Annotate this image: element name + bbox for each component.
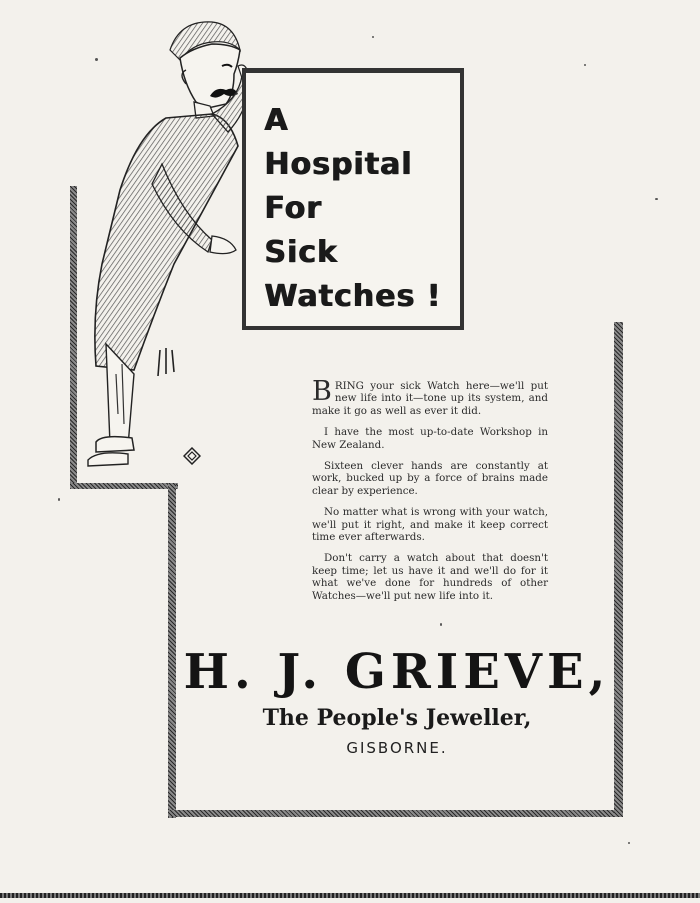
body-paragraph-text: RING your sick Watch here—we'll put new life into it—tone up its system, and make it go as well as ever it did. xyxy=(312,380,548,417)
paper-speck xyxy=(628,842,630,844)
sign-line: Sick xyxy=(264,235,338,270)
paper-speck xyxy=(440,623,442,626)
gentleman-illustration xyxy=(62,14,267,476)
body-paragraph xyxy=(312,376,548,417)
border-upper-rule xyxy=(70,483,178,489)
sign-line: Watches ! xyxy=(264,279,442,314)
paper-speck xyxy=(58,498,60,501)
sign-line: A xyxy=(264,103,289,138)
paper-speck xyxy=(584,64,586,66)
business-tagline: The People's Jeweller, xyxy=(262,705,532,731)
border-right xyxy=(614,322,623,817)
body-paragraph: Don't carry a watch about that doesn't keep time; let us have it and we'll do for it what we've done for hundreds of other Watches—we'll put new life into it. xyxy=(312,552,548,602)
body-paragraph: No matter what is wrong with your watch, we'll put it right, and make it keep correct time ever afterwards. xyxy=(312,506,548,544)
diamond-ornament-icon xyxy=(183,447,201,465)
hospital-sign xyxy=(242,68,464,330)
business-name: H. J. GRIEVE, xyxy=(183,644,611,700)
drop-cap: B xyxy=(312,376,332,407)
ad-body-copy xyxy=(312,376,548,611)
paper-speck xyxy=(372,36,374,38)
sign-line: Hospital xyxy=(264,147,413,182)
border-bottom xyxy=(168,810,623,817)
sign-heading xyxy=(264,99,441,319)
border-left-lower xyxy=(168,483,176,818)
business-location: GISBORNE. xyxy=(346,739,448,757)
body-paragraph: I have the most up-to-date Workshop in New Zealand. xyxy=(312,426,548,451)
page-bottom-rule xyxy=(0,893,700,898)
paper-speck xyxy=(655,198,658,200)
sign-line: For xyxy=(264,191,322,226)
body-paragraph: Sixteen clever hands are constantly at work, bucked up by a force of brains made clear by experience. xyxy=(312,460,548,497)
